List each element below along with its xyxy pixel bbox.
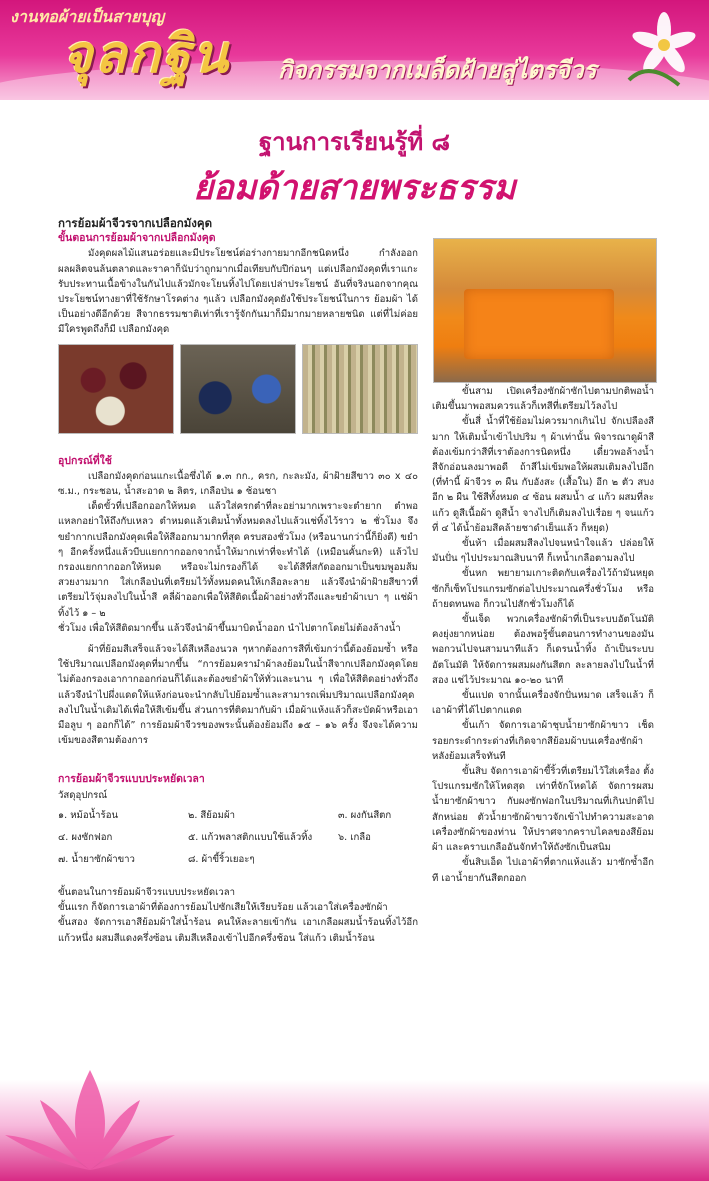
steps-label: ขั้นตอนในการย้อมผ้าจีวรแบบประหยัดเวลา (58, 886, 236, 898)
dye-bowls-photo (180, 344, 296, 434)
lotus-flower-icon (0, 1030, 180, 1181)
step-4-paragraph: ขั้นสี่ น้ำที่ใช้ย้อมไม่ควรมากเกินไป จักเปลืองสีมาก ให้เติมน้ำเข้าไปปริม ๆ ผ้าเท่านั้น พิจารณาดูผ้าสีต้องเข้มกว่าสีที่เราต้องการนิดหนึ่ง เดี๋ยวพอล้างน้ำ สีจักอ่อนลงมาพอดี ถ้าสีไม่เข้มพอให้ผสมเติมลงไปอีก (ที่ทำนี้ ผ้าจีวร ๓ ผืน กับอังสะ (เสื้อใน) อีก ๒ ตัว สบงอีก ๒ ผืน ใช้สีทั้งหมด ๔ ซ้อน ผสมน้ำ ๔ แก้ว ผสมที่ละแก้ว ดูสีเนื้อผ้า ดูสีน้ำ จางไปก็เติมลงไปเรื่อย ๆ จนแก้วที่ ๔ ได้น้ำย้อมสีคล้ายชาดำเย็นแล้ว ก็หยุด) (432, 416, 654, 534)
tools-list (58, 805, 418, 871)
tool-item: ๒. สีย้อมผ้า (188, 809, 235, 821)
step-10-paragraph: ขั้นสิบ จัดการเอาผ้าขี้ริ้วที่เตรียมไว้ใส่เครื่อง ตั้งโปรแกรมซักให้โหดสุด เท่าที่จักโหดได้ จัดการผสมน้ำยาซักผ้าขาว กับผงซักฟอกในปริมาณที่เกินปกติไปสักหน่อย ตัวน้ำยาซักผ้าขาวจักเข้าไปทำความสะอาดเครื่องซักผ้าของท่าน ให้ปราศจากคราบไคลของสีย้อมผ้า และคราบเกลืออันจักทำให้ถังซักเป็นสนิม (432, 766, 654, 854)
intro-paragraph: มังคุดผลไม้แสนอร่อยและมีประโยชน์ต่อร่างกายมากอีกชนิดหนึ่ง กำลังออกผลผลิตจนล้นตลาดและราคาก็นับว่าถูกมากเมื่อเทียบกับปีก่อนๆ แต่เปลือกมังคุดที่เราแกะรับประทานเนื้อข้างในกันไปแล้วมักจะโยนทิ้งไปโดยเปล่าประโยชน์ อันที่จริงนอกจากคุณประโยชน์ทางยาที่ใช้รักษาโรคต่าง ๆแล้ว เปลือกมังคุดยังใช้ประโยชน์ในการ ย้อมผ้า ได้เป็นอย่างดีอีกด้วย สีจากธรรมชาติเท่าที่เรารู้จักกันมาก็มีมากมายหลายชนิด แต่ที่ไม่ค่อยมีใครพูดถึงก็มี เปลือกมังคุด (58, 248, 418, 336)
step-1-paragraph: ขั้นแรก ก็จัดการเอาผ้าที่ต้องการย้อมไปซักเสียให้เรียบร้อย แล้วเอาใส่เครื่องซักผ้า (58, 902, 388, 914)
step-2-paragraph: ขั้นสอง จัดการเอาสีย้อมผ้าใส่น้ำร้อน คนให้ละลายเข้ากัน เอาเกลือผสมน้ำร้อนทิ้งไว้อีกแก้วหนึ่ง ผสมสีแดงครึ่งซ้อน เติมสีเหลืองเข้าไปอีกครึ่งช้อน ใส่แก้ว เติมน้ำร้อน (58, 917, 418, 944)
tool-item: ๗. น้ำยาซักผ้าขาว (58, 853, 135, 865)
step-5-paragraph: ขั้นห้า เมื่อผสมสีลงไปจนหนำใจแล้ว ปล่อยให้มันปั่น ๆไปประมาณสิบนาที ก็เทน้ำเกลือตามลงไป (432, 538, 654, 565)
left-column (58, 216, 418, 946)
station-heading: ฐานการเรียนรู้ที่ ๘ (258, 127, 451, 156)
spacer (58, 748, 418, 760)
tool-item: ๑. หม้อน้ำร้อน (58, 809, 119, 821)
process-paragraph: เด็ดขั้วที่เปลือกออกให้หมด แล้วใส่ครกตำที่ละอย่ามากเพราะจะตำยาก ตำพอแหลกอย่าให้ถึงกับเหลว ตำหมดแล้วเติมน้ำทั้งหมดลงไปแล้วแช่ทิ้งไว้ราว ๒ ชั่วโมง จึงขยำกากเปลือกมังคุดเพื่อให้สีออกมามากที่สุด ครบสองชั่วโมง (หรือนานกว่านี้ก็ยิ่งดี) ขยำ ๆ อีกครั้งหนึ่งแล้วบีบแยกกากออกจากน้ำให้มากเท่าที่จะทำได้ (เหมือนคั้นกะทิ) แล้วไปกรองแยกกากออกให้หมด หรือจะไม่กรองก็ได้ จะได้สีที่สกัดออกมาเป็นขมพูอมส้มสวยงามมาก ใส่เกลือป่นที่เตรียมไว้ทั้งหมดคนให้เกลือละลาย แล้วจึงนำผ้าฝ้ายสีขาวที่เตรียมไว้จุ่มลงไปในน้ำสี คลี่ผ้าออกเพื่อให้สีติดเนื้อผ้าอย่างทั่วถึงและขยำผ้าเบา ๆ แช่ผ้าทิ้งไว้ ๑ – ๒ (58, 501, 418, 619)
spacer (58, 873, 418, 885)
flower-decoration-icon (619, 0, 709, 90)
result-paragraph: ผ้าที่ย้อมสีเสร็จแล้วจะได้สีเหลืองนวล ๆหากต้องการสีที่เข้มกว่านี้ต้องย้อมซ้ำ หรือใช้ปริมาณเปลือกมังคุดที่มากขึ้น “การย้อมครามำผ้าลงย้อมในน้ำสีจากเปลือกมังคุดโดยไม่ต้องกรองเอากากออกก่อนก็ได้และต้องขยำผ้าให้ทั่วและนาน ๆ เพื่อให้สีติดอย่างทั่วถึงแล้วจึงนำไปผึ่งแดดให้แห้งก่อนจะนำกลับไปย้อมซ้ำและสามารถเพิ่มปริมาณเปลือกมังคุดลงไปในน้ำเดิมได้เพื่อให้สีเข้มขึ้น ส่วนการที่ติดมากับผ้า เมื่อผ้าแห้งแล้วก็สะบัดผ้าหรือเอามือลูบ ๆ ออกก็ได้” การย้อมผ้าจีวรของพระนั้นต้องย้อมถึง ๑๕ – ๑๖ ครั้ง จึงจะได้ความเข้มของสีตามต้องการ (58, 644, 418, 747)
step-3-paragraph: ขั้นสาม เปิดเครื่องซักผ้าซักไปตามปกติพอน้ำเติมขึ้นมาพอสมควรแล้วก็เทสีที่เตรียมไว้ลงไป (432, 386, 654, 413)
step-11-paragraph: ขั้นสิบเอ็ด ไปเอาผ้าที่ตากแห้งแล้ว มาซักซ้ำอีกที เอาน้ำยากันสีตกออก (432, 857, 654, 884)
tool-item (338, 849, 418, 871)
header-logo: จุลกฐิน (62, 25, 231, 85)
tools-label: วัสดุอุปกรณ์ (58, 789, 108, 801)
step-8-paragraph: ขั้นแปด จากนั้นเครื่องจักปั่นหมาด เสร็จแล้ว ก็เอาผ้าที่ได้ไปตากแดด (432, 690, 654, 717)
dyeing-cloth-photo (433, 238, 657, 383)
right-column (432, 384, 654, 886)
tool-item: ๓. ผงกันสีตก (338, 809, 392, 821)
section-heading: การย้อมผ้าจีวรจากเปลือกมังคุด (58, 216, 213, 230)
step-9-paragraph: ขั้นเก้า จัดการเอาผ้าชุบน้ำยาซักผ้าขาว เช็ดรอยกระดำกระด่างที่เกิดจากสีย้อมผ้าบนเครื่องซักผ้า หลังย้อมเสร็จทันที (432, 720, 654, 762)
main-title: ย้อมด้ายสายพระธรรม (193, 168, 516, 208)
equipment-paragraph: เปลือกมังคุดก่อนแกะเนื้อซึ่งได้ ๑.๓ กก., ครก, กะละมัง, ผ้าฝ้ายสีขาว ๓๐ x ๔๐ ซ.ม., กระชอน, น้ำสะอาด ๒ ลิตร, เกลือป่น ๑ ช้อนชา (58, 470, 418, 498)
spacer (58, 760, 418, 772)
subheading-quick-dye: การย้อมผ้าจีวรแบบประหยัดเวลา (58, 773, 205, 786)
step-7-paragraph: ขั้นเจ็ด พวกเครื่องซักผ้าที่เป็นระบบอัตโนมัติ คงยุ่งยากหน่อย ต้องพอรู้ขั้นตอนการทำงานของมัน พอกวนไปจนสามนาทีแล้ว ก็เดรนน้ำทิ้ง ถ้าเป็นระบบอัตโนมัติ ให้จัดการผสมผงกันสีตก ละลายลงไปในน้ำที่สอง แช่ไว้ประมาณ ๑๐-๒๐ นาที (432, 614, 654, 686)
tool-item: ๔. ผงซักฟอก (58, 831, 113, 843)
header-kicker: งานทอผ้ายเป็นสายบุญ (10, 7, 165, 26)
photo-strip (58, 344, 418, 432)
dyed-threads-photo (302, 344, 418, 434)
orange-cloth-shape (464, 289, 614, 359)
header-subtitle: กิจกรรมจากเมล็ดฝ้ายสู่ไตรจีวร (278, 56, 597, 84)
tool-item: ๕. แก้วพลาสติกแบบใช้แล้วทิ้ง (188, 831, 313, 843)
subheading-steps: ขั้นตอนการย้อมผ้าจากเปลือกมังคุด (58, 232, 216, 245)
tool-item: ๖. เกลือ (338, 831, 371, 843)
tool-item: ๘. ผ้าขี้ริ้วเยอะๆ (188, 853, 255, 865)
step-6-paragraph: ขั้นหก พยายามเกาะติดกับเครื่องไว้ถ้ามันหยุดซักก็เซ็ทโปรแกรมซักต่อไปประมาณครึ่งชั่วโมง หรือถ้ายดทนพอ ก็กวนไปสักชั่วโมงก็ได้ (432, 568, 654, 610)
subheading-equipment: อุปกรณ์ที่ใช้ (58, 454, 112, 467)
process-continued: ชั่วโมง เพื่อให้สีติดมากขึ้น แล้วจึงนำผ้าขึ้นมาบิดน้ำออก นำไปตากโดยไม่ต้องล้างน้ำ (58, 622, 401, 634)
spacer (58, 442, 418, 454)
mangosteen-photo (58, 344, 174, 434)
page-header (0, 0, 709, 100)
